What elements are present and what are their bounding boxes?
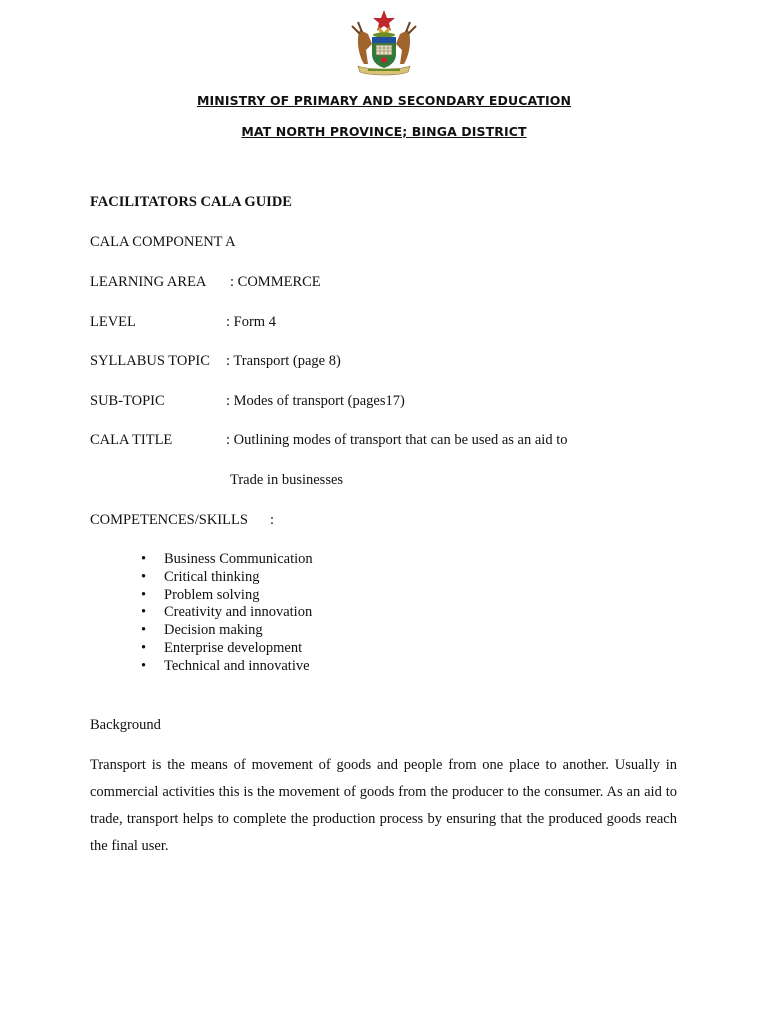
competences-colon: :: [270, 512, 275, 528]
skill-label: Technical and innovative: [164, 657, 310, 674]
skill-label: Critical thinking: [164, 568, 260, 585]
zimbabwe-coat-of-arms-icon: [338, 8, 430, 80]
competences-list: [141, 551, 313, 676]
learning-area-label: LEARNING AREA: [90, 274, 207, 290]
component-line: CALA COMPONENT A: [90, 234, 236, 250]
skill-label: Business Communication: [164, 551, 313, 567]
list-item: [141, 640, 313, 658]
document-title: FACILITATORS CALA GUIDE: [90, 194, 292, 210]
list-item: [141, 569, 313, 587]
skill-label: Enterprise development: [164, 639, 303, 656]
syllabus-topic-value: : Transport (page 8): [226, 353, 341, 369]
bullet-icon: •: [141, 657, 147, 674]
bullet-icon: •: [141, 604, 147, 621]
bullet-icon: •: [141, 639, 147, 656]
background-heading: Background: [90, 717, 161, 733]
background-paragraph: Transport is the means of movement of goods and people from one place to another. Usually in commercial activities this is the movement of goods from the producer to the consumer. As an aid to trade, transport helps to complete the production process by ensuring that the produced goods reach the final user.: [90, 757, 677, 854]
list-item: [141, 622, 313, 640]
skill-label: Creativity and innovation: [164, 604, 313, 621]
bullet-icon: •: [141, 568, 147, 585]
cala-title-value: : Outlining modes of transport that can be used as an aid to: [226, 432, 568, 448]
sub-topic-value: : Modes of transport (pages17): [226, 393, 405, 409]
syllabus-topic-label: SYLLABUS TOPIC: [90, 353, 210, 369]
competences-label: COMPETENCES/SKILLS: [90, 512, 248, 528]
list-item: [141, 551, 313, 569]
province-district-heading: MAT NORTH PROVINCE; BINGA DISTRICT: [241, 124, 527, 139]
ministry-heading: MINISTRY OF PRIMARY AND SECONDARY EDUCATION: [196, 93, 572, 108]
bullet-icon: •: [141, 586, 147, 603]
bullet-icon: •: [141, 551, 147, 567]
level-value: : Form 4: [226, 314, 276, 330]
skill-label: Problem solving: [164, 586, 260, 603]
bullet-icon: •: [141, 622, 147, 639]
sub-topic-label: SUB-TOPIC: [90, 393, 165, 409]
level-label: LEVEL: [90, 314, 136, 330]
list-item: [141, 604, 313, 622]
list-item: [141, 658, 313, 676]
skill-label: Decision making: [164, 622, 263, 639]
cala-title-label: CALA TITLE: [90, 432, 173, 448]
learning-area-value: : COMMERCE: [230, 274, 321, 290]
list-item: [141, 587, 313, 605]
cala-title-value-continued: Trade in businesses: [230, 472, 344, 488]
